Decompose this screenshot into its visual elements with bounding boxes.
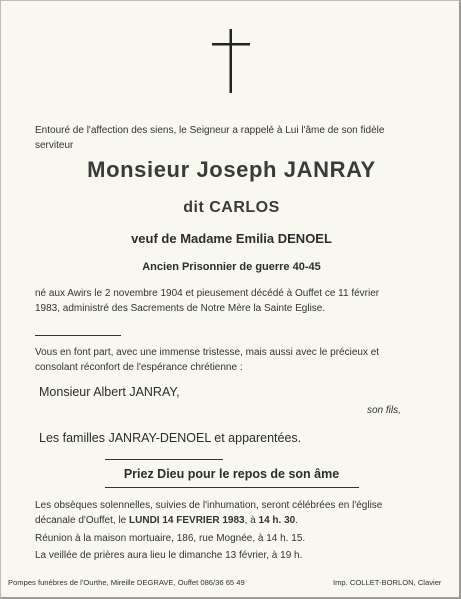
birth-death-text [35,286,435,316]
funeral-text [35,498,445,528]
birth-death-line-2: 1983, administré des Sacrements de Notre Mère la Sainte Eglise. [35,303,326,314]
reunion-line: Réunion à la maison mortuaire, 186, rue Mognée, à 14 h. 15. [35,533,306,544]
families-line: Les familles JANRAY-DENOEL et apparentées. [39,431,302,445]
funeral-time: 14 h. 30 [258,515,296,526]
birth-death-line-1: né aux Awirs le 2 novembre 1904 et pieusement décédé à Ouffet ce 11 février [35,288,380,299]
footer-undertaker: Pompes funèbres de l'Ourthe, Mireille DEGRAVE, Ouffet 086/36 65 49 [8,578,245,587]
announce-line-2: consolant réconfort de l'espérance chrétienne : [35,362,243,373]
cross-icon [212,29,250,93]
prayer-line: Priez Dieu pour le repos de son âme [123,467,340,481]
deceased-alias: dit CARLOS [183,199,280,216]
intro-line-1: Entouré de l'affection des siens, le Seigneur a rappelé à Lui l'âme de son fidèle [35,125,385,136]
separator-rule-3 [105,487,359,488]
announcement-text [35,345,435,375]
funeral-line-2-mid: , à [244,515,259,526]
funeral-date: LUNDI 14 FEVRIER 1983 [129,515,245,526]
funeral-line-2 [35,513,445,528]
son-relation: son fils, [367,405,401,416]
deceased-name: Monsieur Joseph JANRAY [87,157,376,182]
vigil-line: La veillée de prières aura lieu le dimanche 13 février, à 19 h. [35,550,303,561]
prisoner-title: Ancien Prisonnier de guerre 40-45 [142,261,321,273]
separator-rule-2 [105,459,223,460]
separator-rule-1 [35,335,121,336]
announce-line-1: Vous en font part, avec une immense tristesse, mais aussi avec le précieux et [35,347,380,358]
son-name: Monsieur Albert JANRAY, [39,385,180,399]
widower-line: veuf de Madame Emilia DENOEL [131,231,332,246]
funeral-line-1: Les obsèques solennelles, suivies de l'inhumation, seront célébrées en l'église [35,500,383,511]
funeral-line-2-pre: décanale d'Ouffet, le [35,515,130,526]
footer-printer: Imp. COLLET-BORLON, Clavier [333,578,442,587]
intro-text [35,123,435,153]
funeral-line-2-end: . [295,515,299,526]
intro-line-2: serviteur [35,140,74,151]
